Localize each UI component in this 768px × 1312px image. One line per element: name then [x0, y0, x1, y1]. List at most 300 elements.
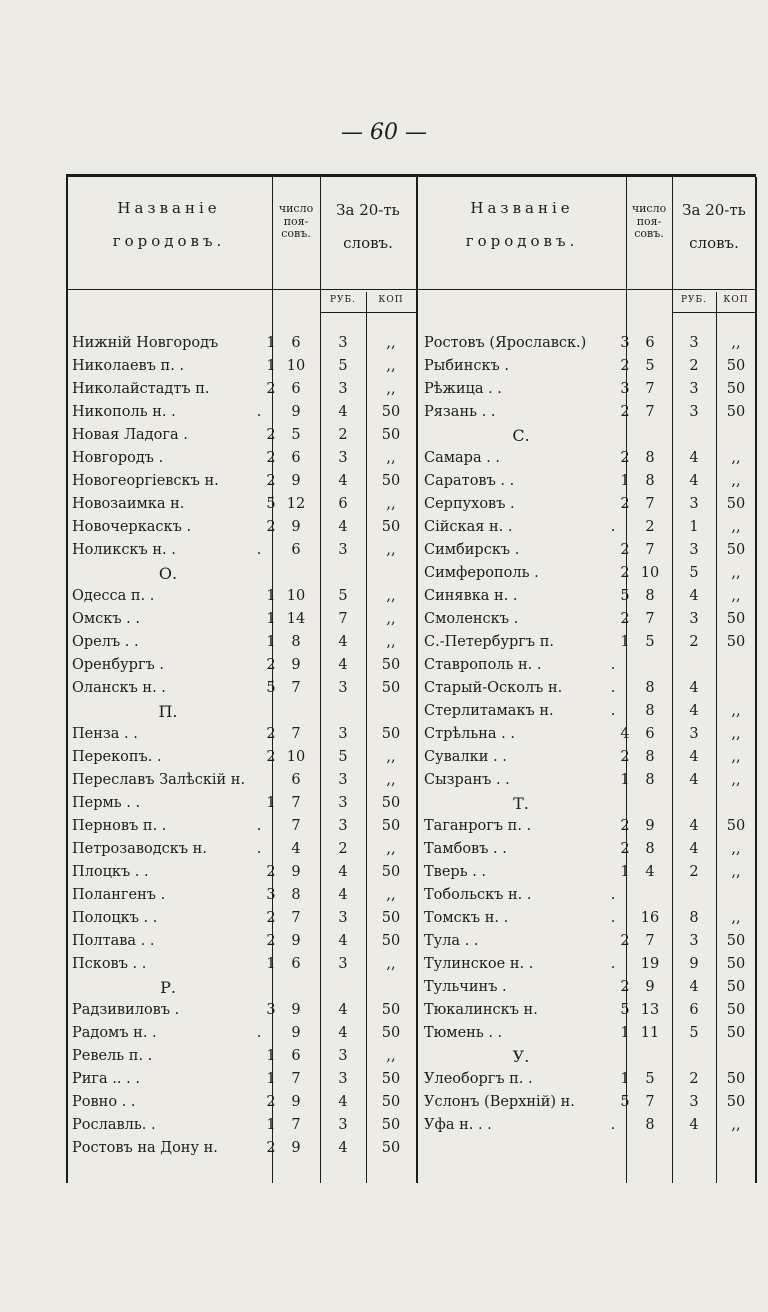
zone-count: 2 — [620, 496, 630, 512]
city-name: Саратовъ . . — [424, 473, 515, 489]
zone-count: 2 — [620, 818, 630, 834]
table-row — [66, 1045, 756, 1068]
price-kop: ,, — [386, 956, 396, 972]
zone-count: 1 — [266, 611, 276, 627]
word-count: 8 — [645, 450, 655, 466]
table-row — [66, 1114, 756, 1137]
city-name: Одесса п. . — [72, 588, 155, 604]
word-count: 9 — [291, 1025, 301, 1041]
city-name: Новая Ладога . — [72, 427, 188, 443]
price-kop: ,, — [731, 910, 741, 926]
word-count: 9 — [291, 519, 301, 535]
subheader-rule — [672, 312, 756, 313]
table-row — [66, 608, 756, 631]
price-kop: 50 — [381, 657, 401, 673]
zone-count: 2 — [620, 611, 630, 627]
zone-count: 1 — [266, 634, 276, 650]
word-count: 7 — [645, 611, 655, 627]
city-name: Сійская н. . — [424, 519, 513, 535]
zone-count: 2 — [266, 519, 276, 535]
city-name: Никополь н. . — [72, 404, 176, 420]
dot-marker: . — [610, 887, 616, 903]
word-count: 10 — [286, 749, 306, 765]
dot-marker: . — [610, 1117, 616, 1133]
price-rub: 3 — [689, 542, 699, 558]
zone-count: 2 — [266, 933, 276, 949]
table-row — [66, 1137, 756, 1160]
price-kop: 50 — [381, 864, 401, 880]
word-count: 8 — [291, 634, 301, 650]
zone-count: 1 — [266, 358, 276, 374]
city-name: Полтава . . — [72, 933, 155, 949]
word-count: 8 — [645, 841, 655, 857]
table-row — [66, 562, 756, 585]
city-name: Перновъ п. . — [72, 818, 167, 834]
price-kop: 50 — [381, 1071, 401, 1087]
price-kop: ,, — [731, 772, 741, 788]
price-kop: ,, — [386, 841, 396, 857]
word-count: 5 — [645, 358, 655, 374]
header-zone-count: число поя- совъ. — [278, 202, 314, 241]
city-name: Тверь . . — [424, 864, 487, 880]
price-rub: 3 — [689, 611, 699, 627]
table-row — [66, 1022, 756, 1045]
price-kop: 50 — [726, 381, 746, 397]
zone-count: 2 — [266, 749, 276, 765]
zone-count: 2 — [620, 404, 630, 420]
header-kop: КОП — [378, 295, 404, 305]
price-rub: 7 — [338, 611, 348, 627]
city-name: Николаевъ п. . — [72, 358, 185, 374]
table-row — [66, 769, 756, 792]
price-rub: 4 — [338, 519, 348, 535]
table-row — [66, 470, 756, 493]
word-count: 8 — [645, 772, 655, 788]
table-row — [66, 700, 756, 723]
zone-count: 1 — [620, 1071, 630, 1087]
price-rub: 3 — [338, 956, 348, 972]
header-price: За 20-ть словъ. — [682, 201, 746, 252]
dot-marker: . — [256, 404, 262, 420]
price-rub: 3 — [338, 1117, 348, 1133]
table-row — [66, 815, 756, 838]
table-row — [66, 585, 756, 608]
word-count: 9 — [645, 979, 655, 995]
price-rub: 4 — [689, 1117, 699, 1133]
price-rub: 6 — [338, 496, 348, 512]
price-rub: 2 — [689, 634, 699, 650]
price-rub: 3 — [338, 795, 348, 811]
city-name: Оланскъ н. . — [72, 680, 166, 696]
price-kop: 50 — [726, 979, 746, 995]
word-count: 9 — [291, 657, 301, 673]
price-rub: 4 — [689, 772, 699, 788]
price-kop: 50 — [381, 473, 401, 489]
dot-marker: . — [256, 542, 262, 558]
word-count: 6 — [291, 450, 301, 466]
city-name: С.-Петербургъ п. — [424, 634, 554, 650]
dot-marker: . — [256, 818, 262, 834]
price-kop: 50 — [381, 427, 401, 443]
header-zone-count: число поя- совъ. — [631, 202, 667, 241]
city-name: Услонъ (Верхній) н. — [424, 1094, 575, 1110]
word-count: 8 — [645, 749, 655, 765]
price-kop: 50 — [381, 1094, 401, 1110]
price-rub: 4 — [689, 841, 699, 857]
price-kop: ,, — [731, 565, 741, 581]
table-row — [66, 378, 756, 401]
zone-count: 3 — [266, 887, 276, 903]
price-rub: 2 — [338, 841, 348, 857]
price-kop: ,, — [386, 588, 396, 604]
price-kop: ,, — [386, 381, 396, 397]
price-kop: ,, — [731, 703, 741, 719]
price-kop: 50 — [726, 1094, 746, 1110]
city-name: Ростовъ (Ярославск.) — [424, 335, 587, 351]
price-rub: 5 — [689, 1025, 699, 1041]
city-name: Тула . . — [424, 933, 479, 949]
price-rub: 3 — [689, 335, 699, 351]
price-rub: 4 — [338, 1094, 348, 1110]
city-name: Рига .. . . — [72, 1071, 140, 1087]
word-count: 7 — [291, 1117, 301, 1133]
word-count: 13 — [640, 1002, 660, 1018]
price-rub: 4 — [689, 818, 699, 834]
dot-marker: . — [610, 956, 616, 972]
price-kop: 50 — [381, 680, 401, 696]
dot-marker: . — [610, 703, 616, 719]
dot-marker: . — [610, 657, 616, 673]
city-name: Омскъ . . — [72, 611, 141, 627]
city-name: Нижній Новгородъ — [72, 335, 219, 351]
word-count: 6 — [645, 335, 655, 351]
city-name: Пермь . . — [72, 795, 141, 811]
city-name: Тамбовъ . . — [424, 841, 507, 857]
price-rub: 6 — [689, 1002, 699, 1018]
page-number: — 60 — — [341, 120, 427, 145]
zone-count: 2 — [620, 749, 630, 765]
price-rub: 3 — [338, 680, 348, 696]
price-rub: 4 — [689, 749, 699, 765]
price-kop: 50 — [381, 1025, 401, 1041]
price-rub: 4 — [338, 473, 348, 489]
city-name: Пенза . . — [72, 726, 138, 742]
price-kop: 50 — [726, 1002, 746, 1018]
price-rub: 3 — [689, 404, 699, 420]
price-kop: ,, — [386, 496, 396, 512]
price-rub: 5 — [338, 749, 348, 765]
price-kop: 50 — [381, 795, 401, 811]
price-rub: 4 — [338, 864, 348, 880]
price-rub: 3 — [689, 726, 699, 742]
word-count: 8 — [291, 887, 301, 903]
price-rub: 4 — [689, 588, 699, 604]
price-rub: 3 — [689, 381, 699, 397]
table-row — [66, 953, 756, 976]
zone-count: 1 — [266, 956, 276, 972]
price-rub: 2 — [689, 1071, 699, 1087]
city-name: Рѣжица . . — [424, 381, 502, 397]
city-name: Ревель п. . — [72, 1048, 153, 1064]
price-rub: 4 — [689, 680, 699, 696]
price-rub: 4 — [338, 404, 348, 420]
city-name: Уфа н. . . — [424, 1117, 492, 1133]
price-kop: ,, — [386, 450, 396, 466]
city-name: Плоцкъ . . — [72, 864, 149, 880]
word-count: 10 — [286, 588, 306, 604]
zone-count: 1 — [266, 1071, 276, 1087]
table-row — [66, 447, 756, 470]
zone-count: 2 — [266, 864, 276, 880]
word-count: 9 — [291, 1002, 301, 1018]
zone-count: 5 — [266, 680, 276, 696]
city-name: Рославль. . — [72, 1117, 156, 1133]
price-kop: 50 — [726, 818, 746, 834]
price-kop: ,, — [731, 335, 741, 351]
price-rub: 9 — [689, 956, 699, 972]
city-name: Сызранъ . . — [424, 772, 510, 788]
city-name: Новочеркаскъ . — [72, 519, 192, 535]
city-name: Ставрополь н. . — [424, 657, 542, 673]
zone-count: 5 — [620, 588, 630, 604]
table-row — [66, 723, 756, 746]
zone-count: 5 — [620, 1002, 630, 1018]
dot-marker: . — [610, 680, 616, 696]
price-rub: 3 — [338, 772, 348, 788]
word-count: 7 — [291, 1071, 301, 1087]
zone-count: 1 — [620, 634, 630, 650]
zone-count: 2 — [620, 979, 630, 995]
zone-count: 2 — [620, 358, 630, 374]
zone-count: 1 — [620, 864, 630, 880]
word-count: 4 — [645, 864, 655, 880]
price-kop: 50 — [381, 726, 401, 742]
city-name: Улеоборгъ п. . — [424, 1071, 533, 1087]
city-name: Радомъ н. . — [72, 1025, 157, 1041]
header-city-name: Названіе городовъ. — [112, 199, 226, 250]
price-kop: ,, — [386, 1048, 396, 1064]
zone-count: 2 — [266, 427, 276, 443]
price-kop: ,, — [386, 335, 396, 351]
price-kop: 50 — [381, 1117, 401, 1133]
zone-count: 4 — [620, 726, 630, 742]
table-row — [66, 976, 756, 999]
dot-marker: . — [610, 519, 616, 535]
price-kop: 50 — [726, 1025, 746, 1041]
city-name: Новозаимка н. — [72, 496, 185, 512]
city-name: Новогеоргіевскъ н. — [72, 473, 219, 489]
table-row — [66, 654, 756, 677]
price-rub: 3 — [689, 496, 699, 512]
price-kop: 50 — [381, 1140, 401, 1156]
city-name: Симферополь . — [424, 565, 539, 581]
word-count: 6 — [645, 726, 655, 742]
city-name: Самара . . — [424, 450, 501, 466]
zone-count: 1 — [266, 335, 276, 351]
price-rub: 4 — [338, 1025, 348, 1041]
price-kop: 50 — [726, 634, 746, 650]
word-count: 8 — [645, 680, 655, 696]
price-kop: ,, — [731, 519, 741, 535]
price-rub: 4 — [338, 1002, 348, 1018]
city-name: Рязань . . — [424, 404, 496, 420]
word-count: 9 — [291, 933, 301, 949]
price-kop: ,, — [731, 588, 741, 604]
price-kop: ,, — [386, 542, 396, 558]
zone-count: 1 — [620, 473, 630, 489]
price-kop: ,, — [731, 473, 741, 489]
price-kop: 50 — [726, 404, 746, 420]
zone-count: 2 — [266, 450, 276, 466]
city-name: Стрѣльна . . — [424, 726, 515, 742]
zone-count: 5 — [620, 1094, 630, 1110]
table-row — [66, 838, 756, 861]
city-name: Таганрогъ п. . — [424, 818, 532, 834]
word-count: 7 — [645, 542, 655, 558]
price-rub: 2 — [689, 358, 699, 374]
word-count: 14 — [286, 611, 306, 627]
city-name: Переславъ Залѣскій н. — [72, 772, 246, 788]
word-count: 7 — [645, 1094, 655, 1110]
section-letter: С. — [512, 426, 530, 445]
word-count: 19 — [640, 956, 660, 972]
header-rub: РУБ. — [329, 295, 357, 305]
price-rub: 4 — [338, 887, 348, 903]
price-kop: 50 — [381, 519, 401, 535]
table-row — [66, 1068, 756, 1091]
price-kop: ,, — [731, 1117, 741, 1133]
price-rub: 4 — [338, 1140, 348, 1156]
zone-count: 3 — [620, 335, 630, 351]
price-kop: ,, — [386, 772, 396, 788]
zone-count: 3 — [266, 1002, 276, 1018]
word-count: 5 — [645, 634, 655, 650]
word-count: 8 — [645, 588, 655, 604]
section-letter: Р. — [160, 978, 176, 997]
price-rub: 4 — [689, 450, 699, 466]
price-rub: 1 — [689, 519, 699, 535]
zone-count: 1 — [266, 588, 276, 604]
word-count: 7 — [645, 381, 655, 397]
price-kop: ,, — [731, 450, 741, 466]
word-count: 6 — [291, 381, 301, 397]
city-name: Сувалки . . — [424, 749, 507, 765]
zone-count: 3 — [620, 381, 630, 397]
word-count: 7 — [291, 910, 301, 926]
word-count: 7 — [645, 933, 655, 949]
zone-count: 1 — [266, 1048, 276, 1064]
zone-count: 1 — [620, 1025, 630, 1041]
price-kop: 50 — [726, 358, 746, 374]
city-name: Полангенъ . — [72, 887, 166, 903]
table-row — [66, 1091, 756, 1114]
section-letter: Т. — [513, 794, 529, 813]
word-count: 6 — [291, 335, 301, 351]
zone-count: 2 — [266, 910, 276, 926]
zone-count: 2 — [266, 726, 276, 742]
price-rub: 3 — [689, 1094, 699, 1110]
table-row — [66, 516, 756, 539]
word-count: 9 — [291, 404, 301, 420]
zone-count: 1 — [266, 795, 276, 811]
city-name: Тюмень . . — [424, 1025, 503, 1041]
price-rub: 3 — [338, 381, 348, 397]
dot-marker: . — [610, 910, 616, 926]
tariff-table — [66, 174, 756, 1183]
zone-count: 1 — [266, 1117, 276, 1133]
price-rub: 4 — [689, 703, 699, 719]
city-name: Петрозаводскъ н. — [72, 841, 207, 857]
price-kop: 50 — [726, 496, 746, 512]
price-kop: ,, — [386, 611, 396, 627]
price-kop: 50 — [726, 956, 746, 972]
section-letter: У. — [512, 1047, 530, 1066]
word-count: 12 — [286, 496, 306, 512]
price-rub: 3 — [338, 542, 348, 558]
price-rub: 3 — [338, 1048, 348, 1064]
word-count: 4 — [291, 841, 301, 857]
header-price: За 20-ть словъ. — [336, 201, 400, 252]
subheader-rule — [320, 312, 416, 313]
price-rub: 3 — [338, 910, 348, 926]
dot-marker: . — [256, 841, 262, 857]
word-count: 6 — [291, 1048, 301, 1064]
word-count: 10 — [286, 358, 306, 374]
price-rub: 4 — [689, 473, 699, 489]
word-count: 6 — [291, 956, 301, 972]
price-kop: ,, — [731, 749, 741, 765]
word-count: 7 — [291, 680, 301, 696]
price-rub: 4 — [689, 979, 699, 995]
price-rub: 4 — [338, 657, 348, 673]
word-count: 6 — [291, 542, 301, 558]
header-rub: РУБ. — [680, 295, 708, 305]
word-count: 8 — [645, 1117, 655, 1133]
word-count: 9 — [645, 818, 655, 834]
zone-count: 2 — [620, 565, 630, 581]
zone-count: 5 — [266, 496, 276, 512]
header-kop: КОП — [723, 295, 749, 305]
price-rub: 2 — [338, 427, 348, 443]
word-count: 5 — [291, 427, 301, 443]
table-row — [66, 539, 756, 562]
word-count: 5 — [645, 1071, 655, 1087]
word-count: 9 — [291, 1094, 301, 1110]
table-row — [66, 930, 756, 953]
price-kop: ,, — [386, 749, 396, 765]
word-count: 8 — [645, 703, 655, 719]
zone-count: 1 — [620, 772, 630, 788]
table-row — [66, 424, 756, 447]
table-row — [66, 746, 756, 769]
city-name: Псковъ . . — [72, 956, 147, 972]
price-rub: 3 — [338, 818, 348, 834]
zone-count: 2 — [266, 657, 276, 673]
table-row — [66, 861, 756, 884]
word-count: 7 — [291, 818, 301, 834]
price-rub: 4 — [338, 933, 348, 949]
city-name: Николайстадтъ п. — [72, 381, 210, 397]
price-rub: 2 — [689, 864, 699, 880]
table-row — [66, 792, 756, 815]
city-name: Синявка н. . — [424, 588, 518, 604]
word-count: 9 — [291, 1140, 301, 1156]
price-kop: ,, — [731, 726, 741, 742]
word-count: 8 — [645, 473, 655, 489]
city-name: Ровно . . — [72, 1094, 136, 1110]
price-rub: 3 — [338, 726, 348, 742]
price-kop: 50 — [381, 404, 401, 420]
